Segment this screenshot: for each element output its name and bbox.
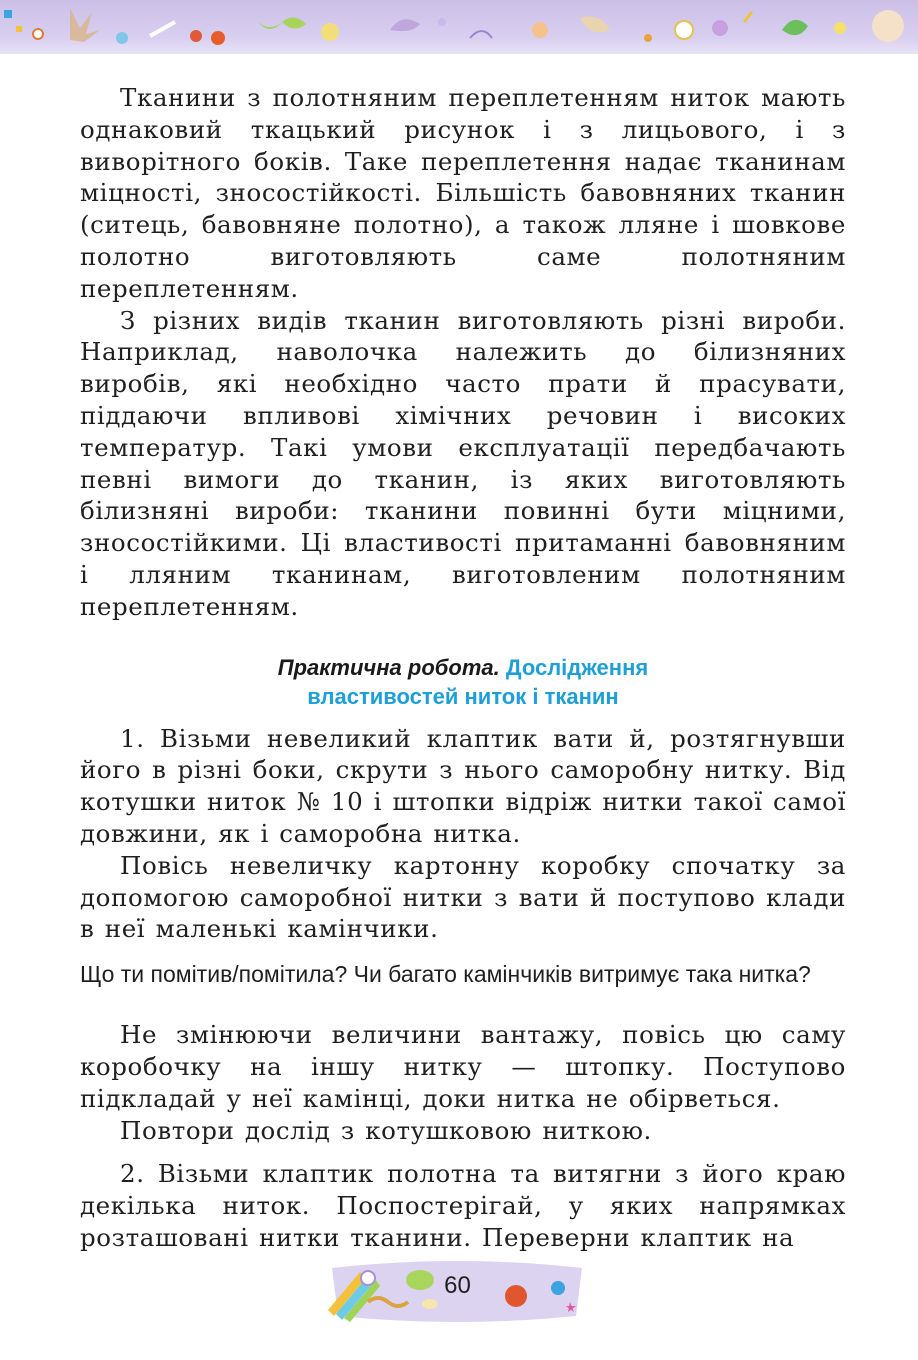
task1-box-paragraph: Повісь невеличку картонну коробку спочатку за допомогою саморобної нитки з вати й поступово клади в неї маленькі камінчики. (80, 850, 846, 944)
question-text: Що ти помітив/помітила? Чи багато камінчиків витримує така нитка? (80, 961, 811, 988)
task2-paragraph: 2. Візьми клаптик полотна та витягни з його краю декілька ниток. Поспостерігай, у яких напрямках розташовані нитки тканини. Переверни клаптик на (80, 1159, 846, 1252)
task1-continue-paragraph: Не змінюючи величини вантажу, повісь цю саму коробочку на іншу нитку — штопку. Поступово підкладай у неї камінці, доки нитка не обірветься. (80, 1020, 846, 1113)
heading-title-line1: Дослідження (505, 654, 649, 680)
heading-lead: Практична робота. (277, 654, 500, 680)
task1-paragraph: 1. Візьми невеликий клаптик вати й, розтягнувши його в різні боки, скрути з нього саморобну нитку. Від котушки ниток № 10 і штопки відріж нитки такої самої довжини, як і саморобна нитка. (80, 723, 846, 848)
task1-repeat-paragraph: Повтори дослід з котушковою ниткою. (120, 1115, 652, 1145)
page-footer-ornament (320, 1258, 595, 1328)
heading-title-line2: властивостей ниток і тканин (307, 683, 619, 709)
ornament-pattern (0, 0, 918, 54)
page-number: 60 (444, 1272, 471, 1299)
practical-work-heading (80, 653, 846, 711)
page-content (80, 82, 846, 1254)
paragraph-plain-weave: Тканини з полотняним переплетенням ниток мають однаковий ткацький рисунок і з лицьового, і з виворітного боків. Таке переплетення надає тканинам міцності, зносостійкості. Більшість бавовняних тканин (ситець, бавовняне полотно), а також лляне і шовкове полотно виготовляють саме полотняним переплетенням. (80, 83, 846, 303)
paragraph-fabric-uses: З різних видів тканин виготовляють різні вироби. Наприклад, наволочка належить до білизняних виробів, які необхідно часто прати й прасувати, піддаючи впливові хімічних речовин і високих температур. Такі умови експлуатації передбачають певні вимоги до тканин, із яких виготовляють білизняні вироби: тканини повинні бути міцними, зносостійкими. Ці властивості притаманні бавовняним і лляним тканинам, виготовленим полотняним переплетенням. (80, 305, 846, 621)
decorative-top-border (0, 0, 918, 54)
